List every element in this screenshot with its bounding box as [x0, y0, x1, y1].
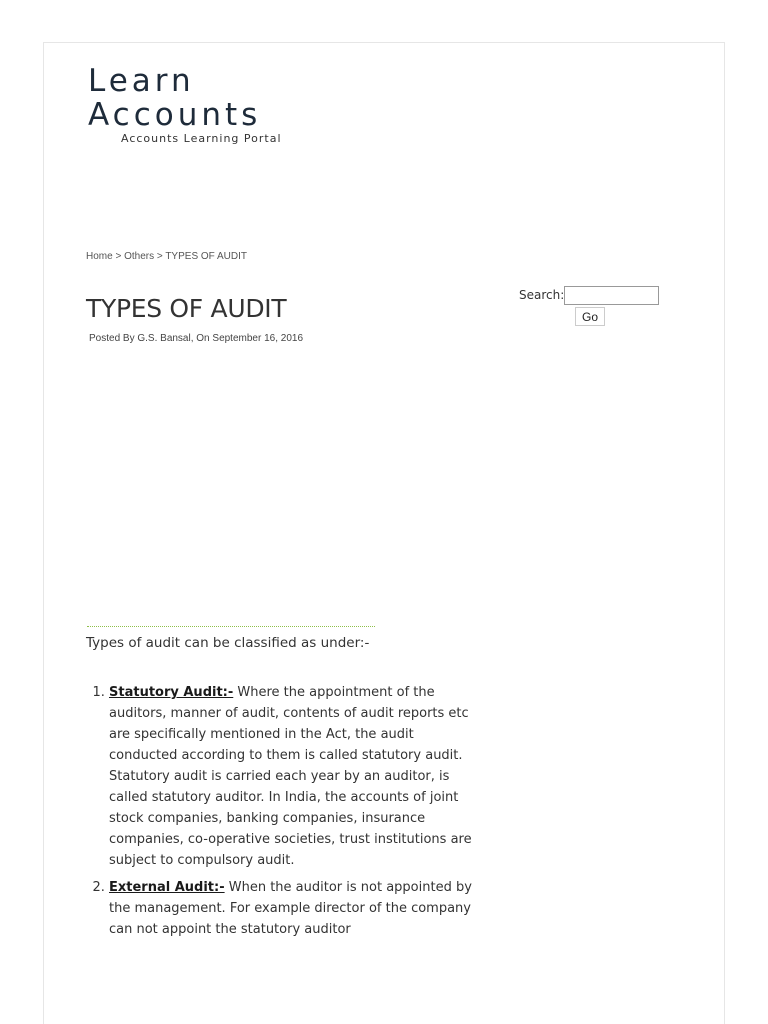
list-item-term: Statutory Audit:-: [109, 685, 234, 700]
list-item: [109, 877, 481, 940]
breadcrumb: [86, 251, 247, 262]
search-label: Search:: [519, 288, 565, 302]
breadcrumb-separator: >: [154, 251, 166, 262]
search-go-button[interactable]: Go: [575, 307, 605, 326]
audit-types-list: [89, 682, 481, 946]
list-item-text: When the auditor is not appointed by the management. For example director of the company can not appoint the statutory auditor: [109, 880, 472, 937]
content-divider: [87, 626, 375, 627]
breadcrumb-separator: >: [112, 251, 125, 262]
intro-text: Types of audit can be classified as under:-: [86, 635, 370, 651]
search-form: [519, 286, 669, 330]
site-title-line1: Learn: [88, 63, 195, 99]
breadcrumb-others-link[interactable]: Others: [124, 251, 155, 262]
search-input[interactable]: [564, 286, 659, 305]
breadcrumb-home-link[interactable]: Home: [86, 251, 113, 262]
site-title-line2: Accounts: [88, 97, 262, 133]
list-item: [109, 682, 481, 871]
page-title: TYPES OF AUDIT: [86, 294, 287, 323]
breadcrumb-current: TYPES OF AUDIT: [165, 251, 248, 262]
list-item-text: Where the appointment of the auditors, manner of audit, contents of audit reports etc are specifically mentioned in the Act, the audit conducted according to them is called statutory audit. Statutory audit is carried each year by an auditor, is called statutory auditor. In India, the accounts of joint stock companies, banking companies, insurance companies, co-operative societies, trust institutions are subject to compulsory audit.: [109, 685, 472, 868]
site-title[interactable]: [88, 64, 261, 132]
post-meta: Posted By G.S. Bansal, On September 16, 2016: [89, 333, 304, 344]
list-item-term: External Audit:-: [109, 880, 225, 895]
site-tagline: Accounts Learning Portal: [121, 132, 282, 145]
